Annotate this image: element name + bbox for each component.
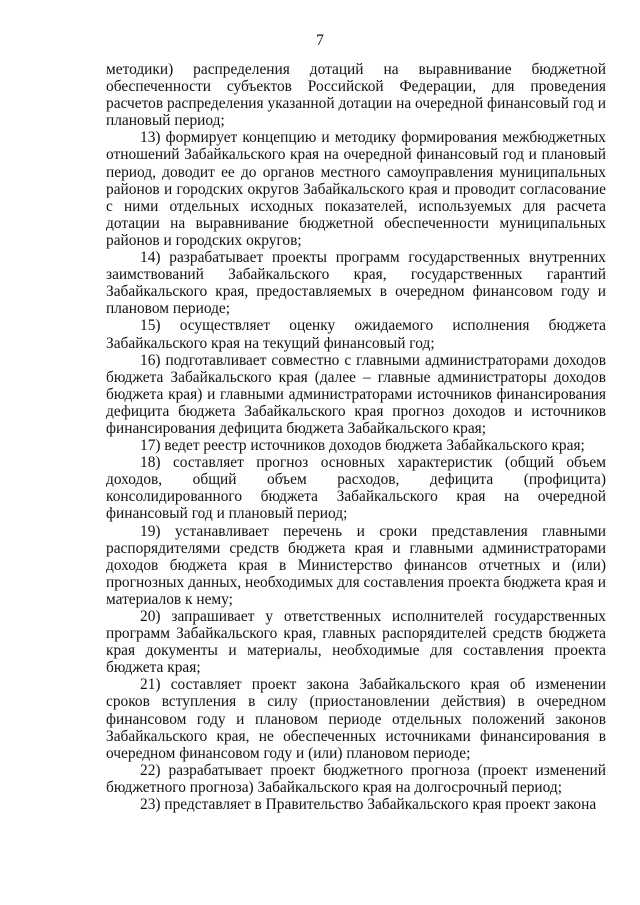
paragraph-item-21: 21) составляет проект закона Забайкальского края об изменении сроков вступления в силу (приостановлении действия) в очередном финансовом году и плановом периоде отдельных положений законов Забайкальского края, не обеспеченных источниками финансирования в очередном финансовом году и (или) плановом периоде; — [106, 676, 606, 762]
paragraph-item-17: 17) ведет реестр источников доходов бюджета Забайкальского края; — [140, 437, 585, 455]
page-number: 7 — [316, 32, 324, 49]
paragraph-item-19: 19) устанавливает перечень и сроки представления главными распорядителями средств бюджета края и главными администраторами доходов бюджета края в Министерство финансов отчетных и (или) прогнозных данных, необходимых для составления проекта бюджета края и материалов к нему; — [106, 522, 606, 608]
paragraph-item-16: 16) подготавливает совместно с главными администраторами доходов бюджета Забайкальского края (далее – главные администраторы доходов бюджета края) и главными администраторами источников финансирования дефицита бюджета Забайкальского края прогноз доходов и источников финансирования дефицита бюджета Забайкальского края; — [106, 351, 606, 437]
document-body — [106, 61, 606, 813]
paragraph-item-13: 13) формирует концепцию и методику формирования межбюджетных отношений Забайкальского края на очередной финансовый год и плановый период, доводит ее до органов местного самоуправления муниципальных районов и городских округов Забайкальского края и проводит согласование с ними отдельных исходных показателей, используемых для расчета дотации на выравнивание бюджетной обеспеченности муниципальных районов и городских округов; — [106, 129, 606, 249]
paragraph-continuation: методики) распределения дотаций на выравнивание бюджетной обеспеченности субъектов Российской Федерации, для проведения расчетов распределения указанной дотации на очередной финансовый год и плановый период; — [106, 61, 606, 130]
paragraph-item-14: 14) разрабатывает проекты программ государственных внутренних заимствований Забайкальского края, государственных гарантий Забайкальского края, предоставляемых в очередном финансовом году и плановом периоде; — [106, 249, 606, 318]
paragraph-item-20: 20) запрашивает у ответственных исполнителей государственных программ Забайкальского края, главных распорядителей средств бюджета края документы и материалы, необходимые для составления проекта бюджета края; — [106, 608, 606, 677]
paragraph-item-22: 22) разрабатывает проект бюджетного прогноза (проект изменений бюджетного прогноза) Забайкальского края на долгосрочный период; — [106, 761, 606, 796]
paragraph-item-18: 18) составляет прогноз основных характеристик (общий объем доходов, общий объем расходов, дефицита (профицита) консолидированного бюджета Забайкальского края на очередной финансовый год и плановый период; — [106, 454, 606, 523]
paragraph-item-23: 23) представляет в Правительство Забайкальского края проект закона — [140, 796, 597, 814]
paragraph-item-15: 15) осуществляет оценку ожидаемого исполнения бюджета Забайкальского края на текущий финансовый год; — [106, 317, 606, 352]
